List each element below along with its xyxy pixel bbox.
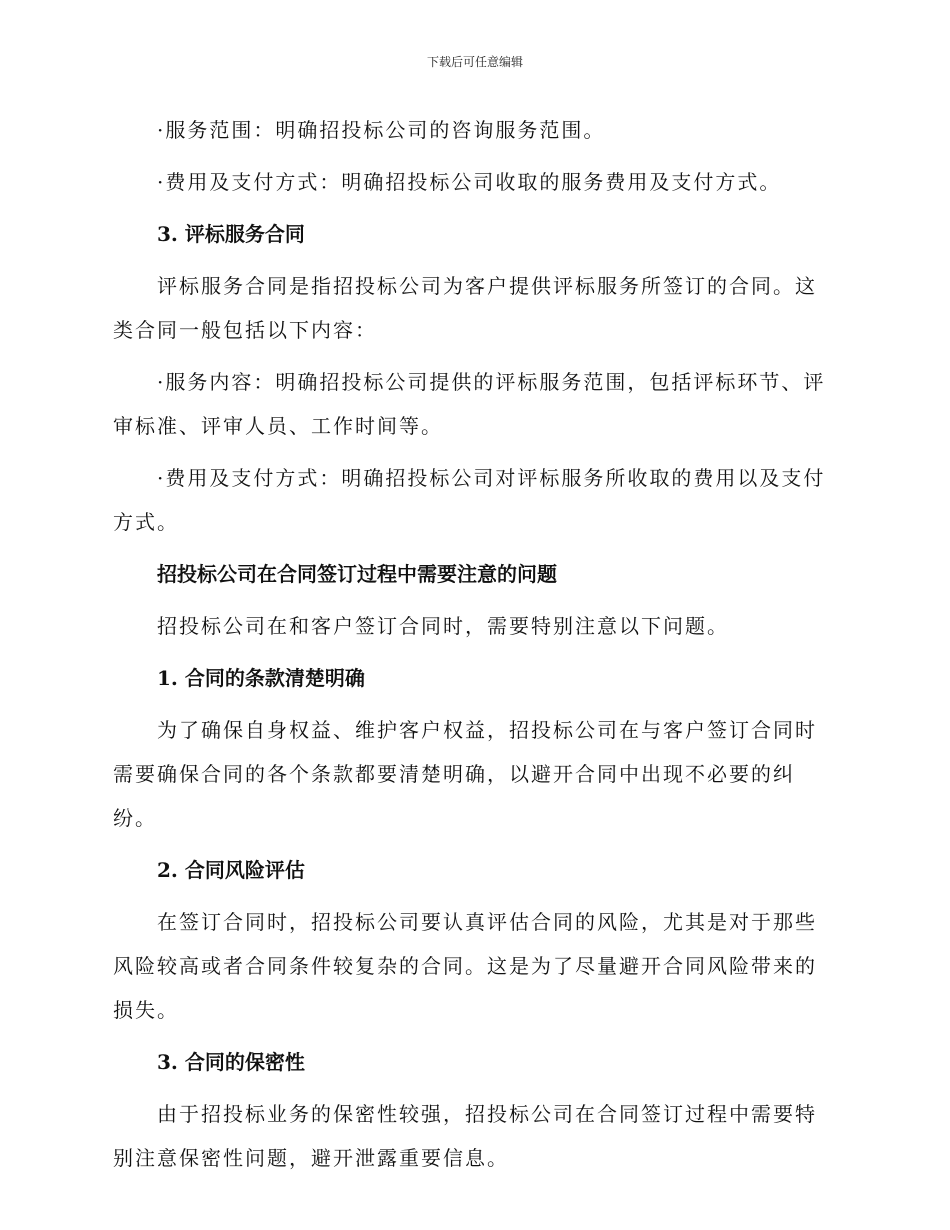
document-body — [113, 108, 829, 1188]
paragraph: 评标服务合同是指招投标公司为客户提供评标服务所签订的合同。这类合同一般包括以下内容： — [113, 274, 817, 342]
bullet-fee-payment: ·费用及支付方式：明确招投标公司收取的服务费用及支付方式。 — [157, 170, 782, 194]
bullet-service-scope: ·服务范围：明确招投标公司的咨询服务范围。 — [157, 118, 606, 142]
section-heading: 1. 合同的条款清楚明确 — [157, 666, 365, 690]
section-heading: 3. 合同的保密性 — [157, 1050, 305, 1074]
paragraph: 在签订合同时，招投标公司要认真评估合同的风险，尤其是对于那些风险较高或者合同条件较复杂的合同。这是为了尽量避开合同风险带来的损失。 — [113, 910, 817, 1022]
section-heading: 3. 评标服务合同 — [157, 222, 305, 246]
bullet-service-content: ·服务内容：明确招投标公司提供的评标服务范围，包括评标环节、评审标准、评审人员、工作时间等。 — [113, 370, 826, 438]
section-heading: 招投标公司在合同签订过程中需要注意的问题 — [157, 562, 557, 586]
section-heading: 2. 合同风险评估 — [157, 858, 305, 882]
paragraph: 为了确保自身权益、维护客户权益，招投标公司在与客户签订合同时需要确保合同的各个条款都要清楚明确，以避开合同中出现不必要的纠纷。 — [113, 718, 817, 830]
page-header: 下载后可任意编辑 — [426, 55, 523, 69]
paragraph: 由于招投标业务的保密性较强，招投标公司在合同签订过程中需要特别注意保密性问题，避开泄露重要信息。 — [113, 1102, 817, 1170]
bullet-fee-payment: ·费用及支付方式：明确招投标公司对评标服务所收取的费用以及支付方式。 — [113, 466, 826, 534]
paragraph: 招投标公司在和客户签订合同时，需要特别注意以下问题。 — [157, 614, 729, 638]
